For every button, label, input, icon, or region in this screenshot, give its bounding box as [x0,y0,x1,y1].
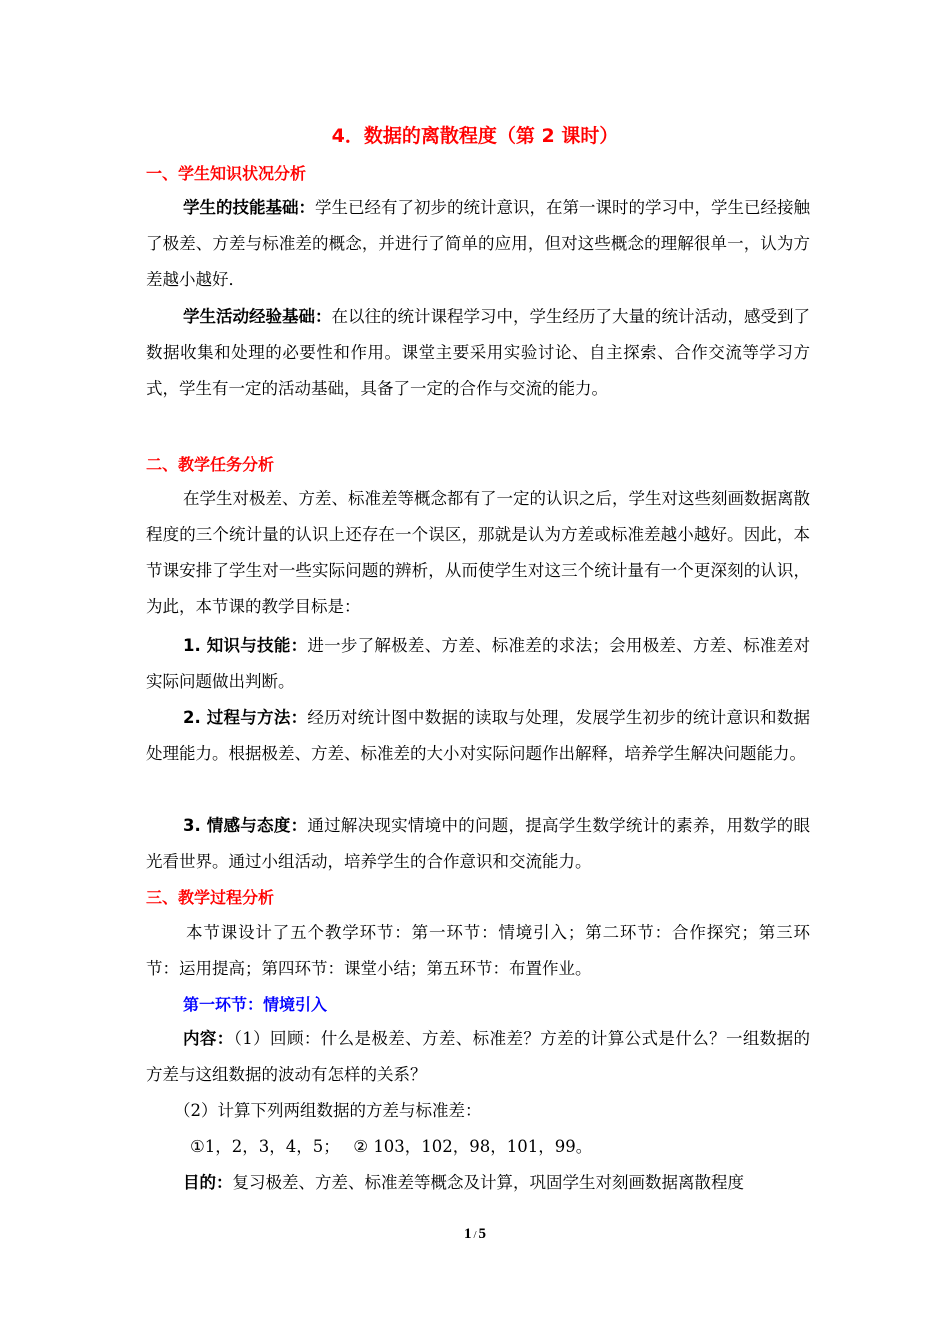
text-content: （1）回顾：什么是极差、方差、标准差？方差的计算公式是什么？一组数据的方差与这组数据的波动有怎样的关系？ [146,1029,810,1084]
paragraph-content [146,1021,810,1093]
text-goal-process: 经历对统计图中数据的读取与处理，发展学生初步的统计意识和数据处理能力。根据极差、方差、标准差的大小对实际问题作出解释，培养学生解决问题能力。 [146,708,810,763]
paragraph-goal-process [146,700,810,772]
paragraph-goal-attitude [146,808,810,880]
subsection-heading-1: 第一环节：情境引入 [183,995,328,1014]
text-purpose: 复习极差、方差、标准差等概念及计算，巩固学生对刻画数据离散程度 [232,1173,744,1192]
page-total: 5 [478,1226,487,1242]
paragraph-skill-basis [146,190,810,298]
section-heading-3: 三、教学过程分析 [146,888,275,907]
page-title: 4．数据的离散程度（第 2 课时） [331,125,619,147]
page-current: 1 [463,1226,472,1242]
data-sets-line: ①1，2，3，4，5； ② 103，102，98，101，99。 [190,1137,593,1156]
page-number [0,1226,950,1243]
text-goal-knowledge: 进一步了解极差、方差、标准差的求法；会用极差、方差、标准差对实际问题做出判断。 [146,636,810,691]
label-skill-basis: 学生的技能基础： [183,198,315,217]
label-content: 内容： [183,1029,234,1048]
paragraph-task-intro: 在学生对极差、方差、标准差等概念都有了一定的认识之后，学生对这些刻画数据离散程度的三个统计量的认识上还存在一个误区，那就是认为方差或标准差越小越好。因此，本节课安排了学生对一些实际问题的辨析，从而使学生对这三个统计量有一个更深刻的认识，为此，本节课的教学目标是： [146,489,810,616]
paragraph-purpose [146,1165,810,1201]
section-heading-1: 一、学生知识状况分析 [146,164,307,183]
text-skill-basis: 学生已经有了初步的统计意识，在第一课时的学习中，学生已经接触了极差、方差与标准差的概念，并进行了简单的应用，但对这些概念的理解很单一，认为方差越小越好． [146,198,810,289]
label-activity-basis: 学生活动经验基础： [183,307,332,326]
paragraph-goal-knowledge [146,628,810,700]
text-goal-attitude: 通过解决现实情境中的问题，提高学生数学统计的素养，用数学的眼光看世界。通过小组活动，培养学生的合作意识和交流能力。 [146,816,810,871]
label-goal-process: 2. 过程与方法： [183,708,308,727]
label-goal-attitude: 3. 情感与态度： [183,816,308,835]
page-separator: / [473,1229,477,1241]
section-heading-2: 二、教学任务分析 [146,455,275,474]
label-goal-knowledge: 1. 知识与技能： [183,636,308,655]
paragraph-process-intro: 本节课设计了五个教学环节：第一环节：情境引入；第二环节：合作探究；第三环节：运用提高；第四环节：课堂小结；第五环节：布置作业。 [146,923,810,978]
label-purpose: 目的： [183,1173,233,1192]
paragraph-activity-basis [146,299,810,407]
text-activity-basis: 在以往的统计课程学习中，学生经历了大量的统计活动，感受到了数据收集和处理的必要性和作用。课堂主要采用实验讨论、自主探索、合作交流等学习方式，学生有一定的活动基础，具备了一定的合作与交流的能力。 [146,307,810,398]
item-calculate: （2）计算下列两组数据的方差与标准差： [174,1101,482,1120]
